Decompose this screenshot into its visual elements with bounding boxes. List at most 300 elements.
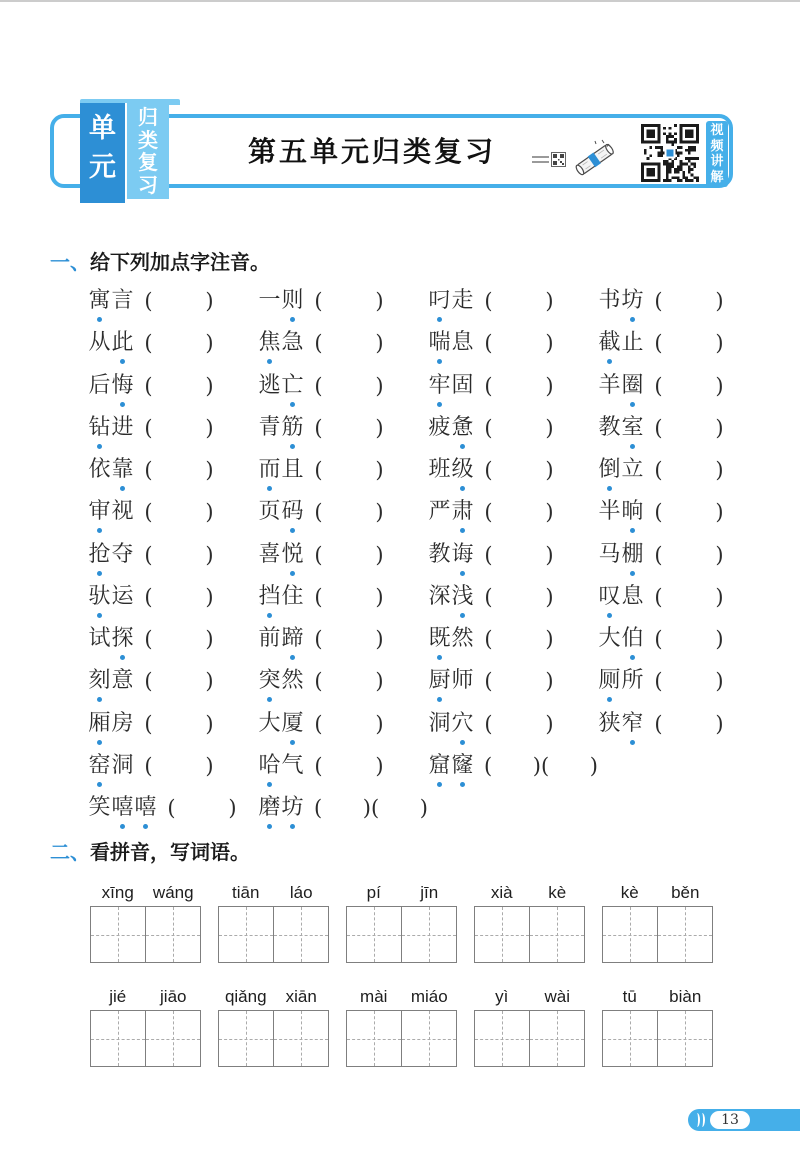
emphasis-dot bbox=[437, 402, 442, 407]
word-char: 叹 bbox=[598, 584, 621, 610]
answer-blank bbox=[323, 753, 375, 779]
word-char: 晌 bbox=[621, 499, 644, 525]
word-char: 深 bbox=[428, 583, 451, 609]
paren-open: ( bbox=[144, 753, 153, 778]
paren-close: ) bbox=[228, 796, 237, 821]
emphasis-dot bbox=[97, 613, 102, 618]
word bbox=[88, 499, 134, 525]
word-item bbox=[598, 365, 768, 407]
word-char: 急 bbox=[281, 330, 304, 356]
answer-blank bbox=[492, 753, 533, 779]
paren-open: ( bbox=[314, 289, 323, 314]
answer-blank bbox=[153, 499, 205, 525]
paren-close: ) bbox=[545, 584, 554, 609]
word-char: 夺 bbox=[111, 541, 134, 567]
qr-code bbox=[641, 124, 699, 182]
word-char: 视 bbox=[111, 499, 134, 525]
writing-box bbox=[602, 906, 713, 963]
emphasis-dot bbox=[460, 613, 465, 618]
writing-box bbox=[90, 1010, 201, 1067]
word-item bbox=[428, 365, 598, 407]
pinyin-syllable: mài bbox=[360, 987, 388, 1006]
paren-open: ( bbox=[314, 500, 323, 525]
paren-open: ( bbox=[484, 289, 493, 314]
pinyin-word-unit bbox=[346, 882, 457, 963]
writing-cell bbox=[657, 1011, 712, 1066]
word-row bbox=[88, 745, 768, 787]
pinyin-syllable: jiāo bbox=[160, 987, 187, 1006]
word-char: 悦 bbox=[281, 542, 304, 568]
emphasis-dot bbox=[630, 402, 635, 407]
paren-open: ( bbox=[314, 331, 323, 356]
answer-blank bbox=[663, 542, 715, 568]
word-char: 意 bbox=[111, 668, 134, 694]
paren-close: ) bbox=[375, 542, 384, 567]
paren-close: ) bbox=[205, 500, 214, 525]
emphasis-dot bbox=[120, 402, 125, 407]
word-item bbox=[598, 407, 768, 449]
word bbox=[258, 373, 304, 399]
word-item bbox=[258, 745, 428, 787]
word-char: 坊 bbox=[281, 795, 304, 821]
word-char: 大 bbox=[598, 626, 621, 652]
word-item bbox=[88, 660, 258, 702]
writing-box bbox=[474, 906, 585, 963]
word-char: 教 bbox=[428, 541, 451, 567]
paren-close: ) bbox=[375, 415, 384, 440]
writing-box bbox=[474, 1010, 585, 1067]
pinyin-line bbox=[218, 986, 329, 1010]
paren-close: ) bbox=[205, 627, 214, 652]
word-char: 浅 bbox=[451, 584, 474, 610]
paren-close: ) bbox=[205, 542, 214, 567]
writing-cell bbox=[145, 1011, 200, 1066]
word-char: 窿 bbox=[451, 753, 474, 779]
word bbox=[88, 542, 134, 568]
word bbox=[258, 753, 304, 779]
word bbox=[428, 753, 474, 779]
writing-box bbox=[346, 1010, 457, 1067]
paren-open: ( bbox=[144, 669, 153, 694]
video-explanation-text: 视频讲解 bbox=[710, 123, 724, 185]
word-char: 运 bbox=[111, 583, 134, 609]
word-char: 靠 bbox=[111, 457, 134, 483]
pinyin-line bbox=[90, 986, 201, 1010]
paren-open: ( bbox=[314, 669, 323, 694]
word-char: 级 bbox=[451, 457, 474, 483]
word-char: 然 bbox=[281, 668, 304, 694]
word-char: 后 bbox=[88, 372, 111, 398]
answer-blank bbox=[153, 753, 205, 779]
answer-blank bbox=[153, 668, 205, 694]
paren-open: ( bbox=[371, 796, 380, 821]
answer-blank bbox=[322, 795, 363, 821]
emphasis-dot bbox=[460, 782, 465, 787]
word-item bbox=[428, 660, 598, 702]
word bbox=[598, 499, 644, 525]
word-item bbox=[258, 618, 428, 660]
review-badge-label: 归类复习 bbox=[138, 105, 158, 197]
word bbox=[428, 288, 474, 314]
paren-open: ( bbox=[654, 500, 663, 525]
word-char: 然 bbox=[451, 626, 474, 652]
word-char: 亡 bbox=[281, 373, 304, 399]
word bbox=[598, 584, 644, 610]
qr-caption-lines bbox=[532, 156, 549, 166]
paren-open: ( bbox=[484, 669, 493, 694]
word-char: 立 bbox=[621, 457, 644, 483]
answer-blank bbox=[663, 584, 715, 610]
paren-close: ) bbox=[545, 289, 554, 314]
answer-blank bbox=[323, 373, 375, 399]
answer-blank bbox=[176, 795, 228, 821]
word bbox=[258, 626, 304, 652]
word-item bbox=[258, 449, 428, 491]
pinyin-syllable: xiān bbox=[285, 987, 317, 1006]
paren-close: ) bbox=[205, 584, 214, 609]
word-char: 穴 bbox=[451, 711, 474, 737]
word bbox=[428, 542, 474, 568]
word bbox=[258, 499, 304, 525]
word-char: 焦 bbox=[258, 330, 281, 356]
writing-cell bbox=[219, 907, 273, 962]
word-char: 狭 bbox=[598, 710, 621, 736]
scroll-icon bbox=[572, 136, 618, 180]
answer-blank bbox=[153, 584, 205, 610]
word-char: 惫 bbox=[451, 415, 474, 441]
answer-blank bbox=[493, 711, 545, 737]
pinyin-line bbox=[346, 986, 457, 1010]
pinyin-line bbox=[602, 986, 713, 1010]
pinyin-line bbox=[474, 882, 585, 906]
word-row bbox=[88, 322, 768, 364]
pinyin-syllable: wài bbox=[544, 987, 570, 1006]
answer-blank bbox=[663, 330, 715, 356]
word-item bbox=[258, 576, 428, 618]
word-item bbox=[88, 576, 258, 618]
word-char: 既 bbox=[428, 626, 451, 652]
word-char: 试 bbox=[88, 626, 111, 652]
pinyin-word-unit bbox=[218, 882, 329, 963]
answer-blank bbox=[153, 288, 205, 314]
word-row bbox=[88, 618, 768, 660]
word-item bbox=[88, 534, 258, 576]
section-number: 一、 bbox=[50, 250, 90, 274]
paren-open: ( bbox=[484, 627, 493, 652]
word bbox=[428, 711, 474, 737]
paren-close: ) bbox=[375, 669, 384, 694]
word-item bbox=[598, 534, 768, 576]
word-item bbox=[428, 618, 598, 660]
word-char: 钻 bbox=[88, 415, 111, 441]
word bbox=[88, 288, 134, 314]
paren-close: ) bbox=[715, 331, 724, 356]
word-char: 厢 bbox=[88, 711, 111, 737]
answer-blank bbox=[153, 415, 205, 441]
answer-blank bbox=[493, 415, 545, 441]
word-char: 寓 bbox=[88, 288, 111, 314]
word-char: 依 bbox=[88, 457, 111, 483]
pinyin-line bbox=[90, 882, 201, 906]
paren-open: ( bbox=[484, 711, 493, 736]
word-char: 驮 bbox=[88, 584, 111, 610]
paren-close: ) bbox=[375, 627, 384, 652]
answer-blank bbox=[323, 542, 375, 568]
paren-close: ) bbox=[375, 458, 384, 483]
answer-blank bbox=[153, 373, 205, 399]
paren-open: ( bbox=[144, 584, 153, 609]
word-char: 筋 bbox=[281, 415, 304, 441]
paren-open: ( bbox=[654, 458, 663, 483]
paren-open: ( bbox=[314, 373, 323, 398]
word-char: 房 bbox=[111, 710, 134, 736]
pinyin-word-unit bbox=[602, 882, 713, 963]
small-qr-icon bbox=[551, 152, 566, 167]
pinyin-syllable: láo bbox=[289, 883, 313, 902]
paren-close: ) bbox=[545, 627, 554, 652]
word bbox=[88, 330, 134, 356]
answer-blank bbox=[549, 753, 590, 779]
emphasis-dot bbox=[607, 613, 612, 618]
emphasis-dot bbox=[290, 571, 295, 576]
word-char: 厦 bbox=[281, 711, 304, 737]
word bbox=[258, 795, 304, 821]
word-row bbox=[88, 280, 768, 322]
word bbox=[428, 415, 474, 441]
pinyin-word-unit bbox=[346, 986, 457, 1067]
word-item bbox=[88, 703, 258, 745]
answer-blank bbox=[493, 499, 545, 525]
answer-blank bbox=[323, 457, 375, 483]
word-char: 此 bbox=[111, 330, 134, 356]
paren-open: ( bbox=[654, 627, 663, 652]
video-explanation-label bbox=[706, 121, 728, 187]
emphasis-dot bbox=[267, 782, 272, 787]
word-item bbox=[88, 449, 258, 491]
word bbox=[598, 542, 644, 568]
word-char: 窄 bbox=[621, 711, 644, 737]
paren-close: ) bbox=[545, 500, 554, 525]
word-char: 伯 bbox=[621, 626, 644, 652]
word bbox=[428, 626, 474, 652]
word-char: 圈 bbox=[621, 373, 644, 399]
answer-blank bbox=[493, 373, 545, 399]
word-item bbox=[258, 787, 428, 829]
writing-cell bbox=[529, 907, 584, 962]
word-char: 挡 bbox=[258, 584, 281, 610]
paren-open: ( bbox=[654, 331, 663, 356]
word-char: 从 bbox=[88, 330, 111, 356]
word-char: 笑 bbox=[88, 795, 111, 821]
writing-cell bbox=[603, 1011, 657, 1066]
emphasis-dot bbox=[290, 402, 295, 407]
word-item bbox=[258, 660, 428, 702]
writing-cell bbox=[347, 907, 401, 962]
paren-open: ( bbox=[654, 415, 663, 440]
pinyin-word-unit bbox=[602, 986, 713, 1067]
word-char: 洞 bbox=[111, 752, 134, 778]
paren-open: ( bbox=[314, 458, 323, 483]
paren-close: ) bbox=[589, 753, 598, 778]
pinyin-line bbox=[346, 882, 457, 906]
pinyin-syllable: qiǎng bbox=[224, 987, 267, 1006]
word bbox=[88, 711, 134, 737]
word-char: 肃 bbox=[451, 499, 474, 525]
answer-blank bbox=[323, 330, 375, 356]
word-row bbox=[88, 703, 768, 745]
paren-close: ) bbox=[205, 331, 214, 356]
answer-blank bbox=[379, 795, 420, 821]
paren-close: ) bbox=[375, 331, 384, 356]
word bbox=[88, 457, 134, 483]
word-char: 疲 bbox=[428, 414, 451, 440]
pinyin-word-unit bbox=[90, 882, 201, 963]
word-char: 磨 bbox=[258, 795, 281, 821]
answer-blank bbox=[663, 415, 715, 441]
word-char: 住 bbox=[281, 583, 304, 609]
pinyin-syllable: xià bbox=[490, 883, 513, 902]
emphasis-dot bbox=[97, 782, 102, 787]
answer-blank bbox=[153, 711, 205, 737]
paren-close: ) bbox=[715, 669, 724, 694]
writing-cell bbox=[475, 1011, 529, 1066]
word-char: 棚 bbox=[621, 542, 644, 568]
review-badge bbox=[125, 103, 169, 199]
paren-close: ) bbox=[205, 711, 214, 736]
word bbox=[598, 373, 644, 399]
word-char: 言 bbox=[111, 288, 134, 314]
paren-close: ) bbox=[375, 584, 384, 609]
writing-box bbox=[218, 1010, 329, 1067]
word bbox=[258, 288, 304, 314]
emphasis-dot bbox=[267, 824, 272, 829]
word-row bbox=[88, 534, 768, 576]
word-row bbox=[88, 660, 768, 702]
paren-close: ) bbox=[362, 796, 371, 821]
word-char: 诲 bbox=[451, 542, 474, 568]
word-item bbox=[598, 660, 768, 702]
paren-close: ) bbox=[205, 458, 214, 483]
paren-close: ) bbox=[715, 373, 724, 398]
paren-close: ) bbox=[545, 373, 554, 398]
word-item bbox=[428, 745, 598, 787]
word-item bbox=[428, 576, 598, 618]
paren-close: ) bbox=[545, 415, 554, 440]
word-char: 气 bbox=[281, 752, 304, 778]
answer-blank bbox=[663, 668, 715, 694]
pinyin-syllable: jīn bbox=[420, 883, 439, 902]
answer-blank bbox=[663, 373, 715, 399]
word-char: 牢 bbox=[428, 373, 451, 399]
emphasis-dot bbox=[290, 740, 295, 745]
section-2-heading bbox=[50, 840, 250, 864]
paren-close: ) bbox=[715, 500, 724, 525]
emphasis-dot bbox=[630, 444, 635, 449]
paren-close: ) bbox=[715, 627, 724, 652]
word-char: 洞 bbox=[428, 710, 451, 736]
unit-badge-label: 单元 bbox=[89, 113, 116, 183]
word bbox=[598, 288, 644, 314]
writing-cell bbox=[657, 907, 712, 962]
paren-open: ( bbox=[314, 753, 323, 778]
word-char: 且 bbox=[281, 457, 304, 483]
word bbox=[258, 711, 304, 737]
paren-close: ) bbox=[715, 415, 724, 440]
word-item bbox=[88, 322, 258, 364]
pinyin-writing-grid bbox=[90, 882, 713, 1067]
answer-blank bbox=[493, 668, 545, 694]
pinyin-syllable: wáng bbox=[152, 883, 194, 902]
word-pinyin-grid bbox=[88, 280, 768, 829]
word-char: 进 bbox=[111, 414, 134, 440]
pinyin-syllable: xīng bbox=[101, 883, 134, 902]
paren-open: ( bbox=[167, 796, 176, 821]
word-row bbox=[88, 576, 768, 618]
emphasis-dot bbox=[630, 571, 635, 576]
paren-open: ( bbox=[654, 669, 663, 694]
word-item bbox=[88, 787, 258, 829]
paren-open: ( bbox=[314, 711, 323, 736]
section-1-heading bbox=[50, 250, 270, 274]
emphasis-dot bbox=[460, 740, 465, 745]
word-char: 所 bbox=[621, 668, 644, 694]
word bbox=[258, 457, 304, 483]
word-item bbox=[88, 491, 258, 533]
answer-blank bbox=[493, 626, 545, 652]
paren-close: ) bbox=[715, 542, 724, 567]
paren-open: ( bbox=[144, 415, 153, 440]
word-char: 息 bbox=[621, 583, 644, 609]
word-row bbox=[88, 365, 768, 407]
paren-open: ( bbox=[314, 542, 323, 567]
word-row bbox=[88, 449, 768, 491]
word-char: 喘 bbox=[428, 330, 451, 356]
word-char: 青 bbox=[258, 414, 281, 440]
word-char: 半 bbox=[598, 499, 621, 525]
word-char: 室 bbox=[621, 415, 644, 441]
paren-close: ) bbox=[715, 584, 724, 609]
word-char: 则 bbox=[281, 288, 304, 314]
word-char: 止 bbox=[621, 330, 644, 356]
paren-close: ) bbox=[205, 373, 214, 398]
word-item bbox=[598, 280, 768, 322]
pinyin-line bbox=[218, 882, 329, 906]
word bbox=[428, 457, 474, 483]
word bbox=[258, 668, 304, 694]
pinyin-line bbox=[474, 986, 585, 1010]
answer-blank bbox=[153, 542, 205, 568]
page-title: 第五单元归类复习 bbox=[248, 135, 497, 168]
pinyin-row bbox=[90, 882, 713, 963]
word bbox=[598, 330, 644, 356]
word bbox=[598, 457, 644, 483]
paren-open: ( bbox=[654, 584, 663, 609]
paren-open: ( bbox=[484, 331, 493, 356]
paren-open: ( bbox=[484, 542, 493, 567]
word bbox=[88, 626, 134, 652]
word-item bbox=[428, 280, 598, 322]
word-char: 倒 bbox=[598, 457, 621, 483]
word-item bbox=[428, 534, 598, 576]
answer-blank bbox=[323, 288, 375, 314]
word-char: 羊 bbox=[598, 372, 621, 398]
word-item bbox=[428, 491, 598, 533]
word-item bbox=[88, 280, 258, 322]
word-item bbox=[598, 703, 768, 745]
writing-cell bbox=[273, 907, 328, 962]
pinyin-syllable: kè bbox=[620, 883, 639, 902]
answer-blank bbox=[493, 330, 545, 356]
